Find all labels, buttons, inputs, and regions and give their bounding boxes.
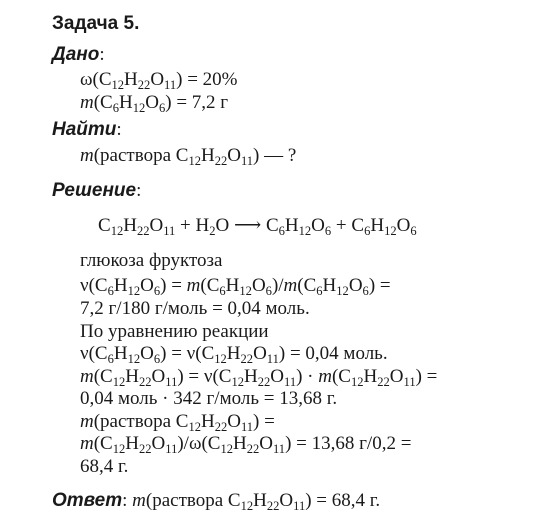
solution-step-5: $m(C_{12}H_{22}O_{11}) = \nu(C_{12}H_{22}O_{11}) \cdot m(C_{12}H_{22}O_{11})$ = [80,366,438,389]
answer-line: Ответ: m(раствора $C_{12}H_{22}O_{11}) = 68,4$ г. [52,490,381,513]
solution-step-8: $m(C_{12}H_{22}O_{11})/\omega(C_{12}H_{22}O_{11}) = 13,68$ г/0,2 = [80,433,412,456]
reaction-equation: $C_{12}H_{22}O_{11} + H_2O$ ⟶ $C_6H_{12}O_6 + C_6H_{12}O_6$ [98,215,417,238]
solution-header: Решение: [52,180,142,201]
equation-labels: глюкоза фруктоза [80,250,223,271]
solution-step-2: 7,2 г/180 г/моль = 0,04 моль. [80,298,310,319]
solution-step-4: $\nu(C_6H_{12}O_6) = \nu(C_{12}H_{22}O_{11}) = 0,04$ моль. [80,343,388,366]
find-header: Найти: [52,119,122,140]
find-line: m(раствора $C_{12}H_{22}O_{11}$) — ? [80,145,297,168]
solution-step-6: 0,04 моль · 342 г/моль = 13,68 г. [80,388,338,409]
task-title: Задача 5. [52,13,140,34]
solution-step-9: 68,4 г. [80,456,129,477]
given-line-2: $m(C_6H_{12}O_6) = 7,2$ г [80,92,229,115]
solution-step-1: $\nu(C_6H_{12}O_6) = m(C_6H_{12}O_6)/m(C_6H_{12}O_6)$ = [80,275,391,298]
solution-step-3: По уравнению реакции [80,321,269,342]
solution-step-7: m(раствора $C_{12}H_{22}O_{11}$) = [80,411,275,434]
given-header: Дано: [52,44,105,65]
given-line-1: $\omega(C_{12}H_{22}O_{11}) = 20\%$ [80,69,238,92]
